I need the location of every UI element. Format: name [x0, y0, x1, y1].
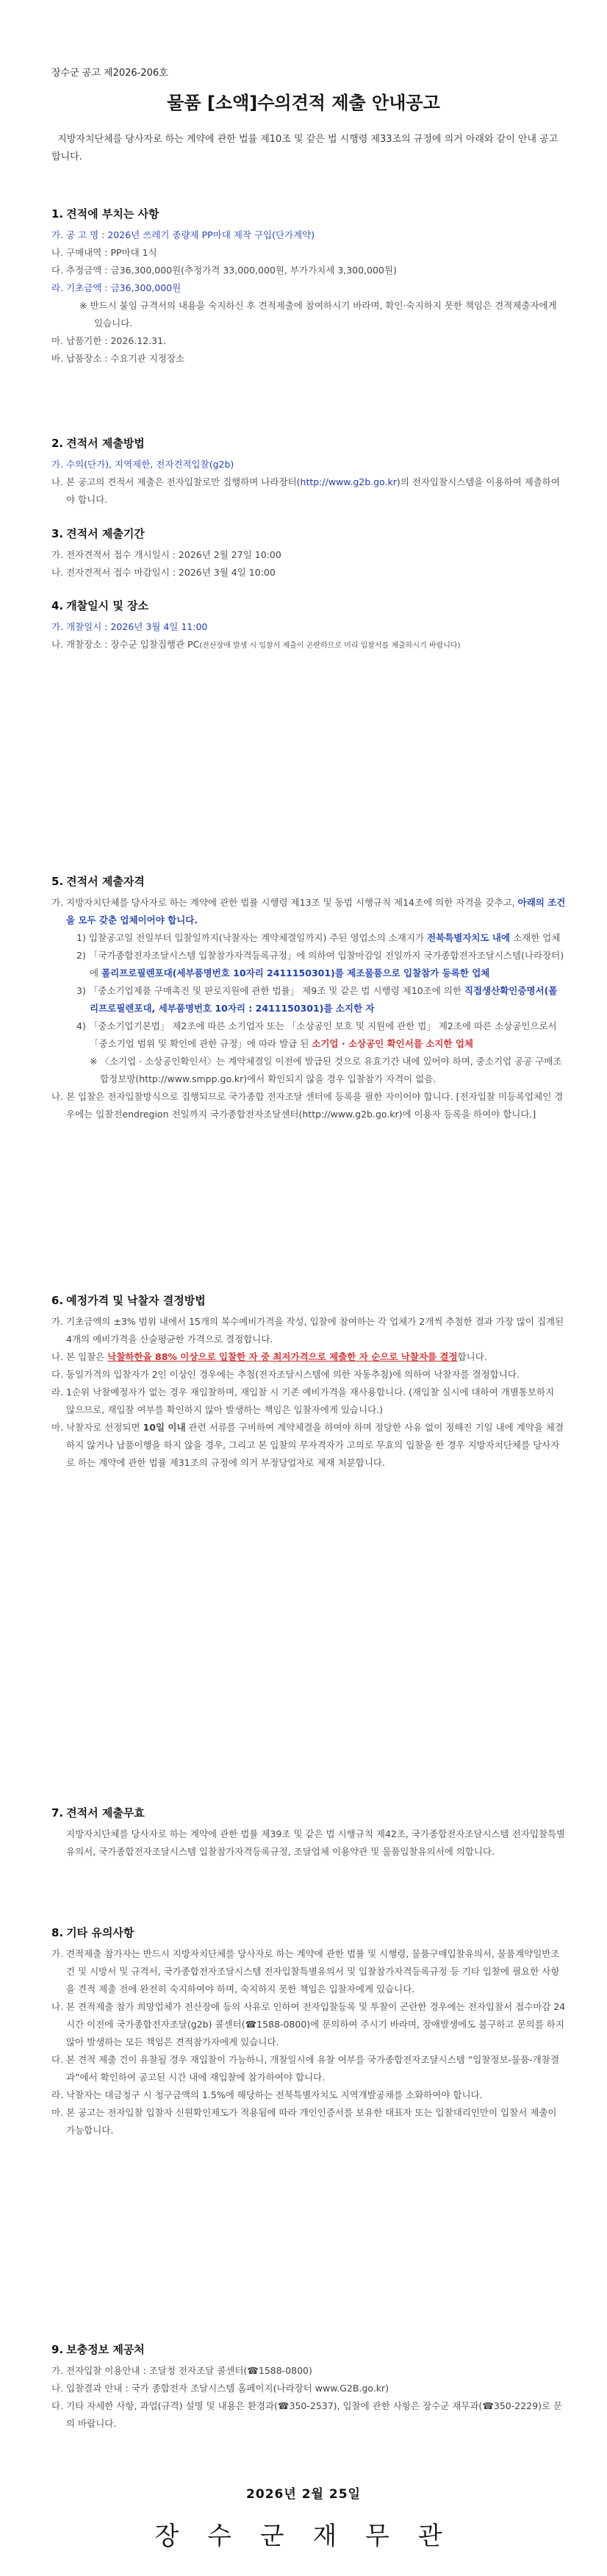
section-1	[51, 206, 566, 368]
item-key: 나.	[51, 639, 64, 650]
item-key: 가.	[51, 549, 64, 560]
item-key: 나.	[51, 476, 64, 487]
item-text: 기초금액의 ±3% 범위 내에서 15개의 복수예비가격을 작성, 입찰에 참여하는 각 업체가 2개씩 추첨한 결과 가장 많이 집계된 4개의 예비가격을 산술평균한 가격으로 결정합니다.	[66, 1316, 564, 1345]
item-text: 동일가격의 입찰자가 2인 이상인 경우에는 추첨(전자조달시스템에 의한 자동추첨)에 의하여 낙찰자를 결정합니다.	[66, 1369, 520, 1380]
item-text: 기초금액 : 금36,300,000원	[66, 282, 182, 293]
item-ga	[51, 226, 566, 244]
item-value: 2026년 쓰레기 종량제 PP마대 제작 구입(단가계약)	[107, 229, 315, 240]
item-ra	[51, 279, 566, 297]
item-ra	[51, 2086, 566, 2104]
item-na	[51, 1088, 566, 1123]
sub-item-1	[51, 929, 566, 947]
item-highlight: 낙찰하한율 88% 이상으로 입찰한 자 중 최저가격으로 제출한 자 순으로 낙찰자를 결정	[107, 1351, 458, 1362]
sub-item-4	[51, 1017, 566, 1053]
item-key: 다.	[51, 1369, 64, 1380]
item-text: 본 견적 제출 건이 유찰될 경우 재입찰이 가능하니, 개찰일시에 유찰 여부를 국가종합전자조달시스템 “입찰정보-물품-개찰결과”에서 확인하여 공고된 시간 내에 재입찰에 참가하여야 합니다.	[66, 2054, 559, 2083]
item-text: 개찰장소 : 장수군 입찰집행관 PC	[66, 639, 200, 650]
note-tail: )에서 확인되지 않을 경우 입찰참가 자격이 없음.	[243, 1073, 437, 1084]
item-key: 마.	[51, 335, 64, 346]
page-title: 물품 [소액]수의견적 제출 안내공고	[167, 93, 440, 113]
section-text: 지방자치단체를 당사자로 하는 계약에 관한 법률 제39조 및 같은 법 시행규칙 제42조, 국가종합전자조달시스템 전자입찰특별유의서, 국가종합전자조달시스템 입찰참가자격등록규정, 조달업체 이용약관 및 물품입찰유의서에 의합니다.	[66, 1828, 566, 1857]
item-key: 가.	[51, 1948, 64, 1959]
item-da	[51, 2051, 566, 2086]
notice-number: 장수군 공고 제2026-206호	[51, 68, 168, 79]
sub-key: 4)	[76, 1020, 86, 1031]
sub-highlight: 전북특별자치도 내에	[427, 932, 511, 943]
item-na	[51, 564, 566, 582]
sub-item-2	[51, 947, 566, 982]
section-title: 보충정보 제공처	[66, 2343, 145, 2356]
item-text: 본 입찰은 전자입찰방식으로 집행되므로 국가종합 전자조달 센터에 등록을 필한 자이어야 합니다. [전자입찰 미등록업체인 경우에는 입찰전endregion 전일까지 국가종합전자조달센터(http://www.g2b.go.kr)에 이용자 등록을 하여야 합니다.]	[66, 1091, 564, 1120]
item-key: 라.	[51, 1387, 64, 1398]
sub-highlight: 폴리프로필렌포대(세부품명번호 10자리 2411150301)를 제조물품으로 입찰참가 등록한 업체	[101, 967, 490, 978]
item-ma	[51, 1419, 566, 1472]
section-4	[51, 598, 566, 655]
item-key: 나.	[51, 247, 64, 258]
item-key: 라.	[51, 282, 64, 293]
section-number: 9.	[51, 2343, 64, 2356]
item-ma	[51, 332, 566, 350]
item-key: 나.	[51, 567, 64, 578]
sub-key: 2)	[76, 950, 86, 961]
section-heading	[51, 1292, 566, 1309]
section-heading	[51, 1925, 566, 1941]
item-na	[51, 636, 566, 655]
item-ga	[51, 456, 566, 473]
section-3	[51, 526, 566, 582]
sub-text: 「중소기업제품 구매촉진 및 판로지원에 관한 법률」 제9조 및 같은 법 시행령 제10조에 의한	[88, 985, 461, 996]
intro-paragraph	[51, 131, 566, 166]
section-number: 2.	[51, 437, 64, 450]
section-title: 예정가격 및 낙찰자 결정방법	[66, 1294, 206, 1307]
item-ga	[51, 894, 566, 929]
section-number: 7.	[51, 1806, 64, 1820]
item-ga	[51, 1945, 566, 1998]
section-number: 4.	[51, 599, 64, 612]
smpp-link[interactable]: http://www.smpp.go.kr	[139, 1073, 244, 1084]
section-5	[51, 873, 566, 1123]
item-text: 추정금액 : 금36,300,000원(추정가격 33,000,000원, 부가가치세 3,300,000원)	[66, 265, 397, 276]
item-ra	[51, 1384, 566, 1419]
item-tail: 합니다.	[457, 1351, 487, 1362]
item-key: 가.	[51, 459, 64, 470]
item-text: 입찰결과 안내 : 국가 종합전자 조달시스템 홈페이지(나라장터 www.G2B.go.kr)	[66, 2383, 389, 2394]
item-key: 바.	[51, 353, 64, 364]
item-highlight: 아래의 조건을 모두 갖춘 업체이어야 합니다.	[66, 897, 566, 926]
item-text: 본 견적제출 참가 희망업체가 전산장애 등의 사유로 인하여 전자입찰등록 및 투찰이 곤란한 경우에는 전자입찰서 접수마감 24시간 이전에 국가종합전자조달(g2b) 콜센터(☎1588-0800)에 문의하여 주시기 바라며, 장애발생에도 불구하고 문의를 하지 않아 발생하는 모든 책임은 견적참가자에게 있습니다.	[66, 2001, 566, 2047]
intro-text: 지방자치단체를 당사자로 하는 계약에 관한 법률 제10조 및 같은 법 시행령 제33조의 규정에 의거 아래와 같이 안내 공고합니다.	[51, 134, 558, 162]
item-da	[51, 2397, 566, 2433]
section-8	[51, 1925, 566, 2139]
section-number: 5.	[51, 875, 64, 888]
item-key: 나.	[51, 1351, 64, 1362]
sub-highlight: 소기업 · 소상공인 확인서를 소지한 업체	[312, 1038, 473, 1049]
item-key: 가.	[51, 897, 64, 908]
sub-text: 입찰공고일 전일부터 입찰일까지(낙찰자는 계약체결일까지) 주된 영업소의 소재지가	[88, 932, 425, 943]
item-text: 견적제출 참가자는 반드시 지방자치단체를 당사자로 하는 계약에 관한 법률 및 시행령, 물품구매입찰유의서, 물품계약일반조건 및 시방서 및 규격서, 국가종합전자조달시스템 전자입찰특별유의서 및 입찰참가자격등록규정 등 기타 입찰에 필요한 사항을 견적 제출 전에 완전히 숙지하여야 하며, 숙지하지 못한 책임은 입찰자에게 있습니다.	[66, 1948, 560, 1994]
sub-highlight: 직접생산확인증명서(폴리프로필렌포대, 세부품명번호 10자리 : 2411150301)를 소지한 자	[90, 985, 558, 1014]
section-heading	[51, 2341, 566, 2358]
section-7	[51, 1805, 566, 1861]
item-key: 가.	[51, 1316, 64, 1327]
note-text: ※ 〈소기업 · 소상공인확인서〉는 계약체결일 이전에 발급된 것으로 유효기간 내에 있어야 하며, 중소기업 공공 구매조합정보망(	[90, 1056, 562, 1084]
item-da	[51, 262, 566, 279]
sub-note	[51, 1053, 566, 1088]
g2b-link[interactable]: http://www.g2b.go.kr	[300, 476, 397, 487]
item-key: 가.	[51, 621, 64, 632]
item-text: 수의(단가), 지역제한, 전자견적입찰(g2b)	[66, 459, 234, 470]
item-key: 마.	[51, 2107, 64, 2118]
section-heading	[51, 526, 566, 542]
section-heading	[51, 873, 566, 890]
item-text-tail: )의 전자입찰시스템을 이용하여 제출하여야 합니다.	[66, 476, 560, 505]
section-title: 견적에 부치는 사항	[66, 207, 159, 221]
item-text: 납품장소 : 수요기관 지정장소	[66, 353, 185, 364]
item-text: 지방자치단체를 당사자로 하는 계약에 관한 법률 시행령 제13조 및 동법 시행규칙 제14조에 의한 자격을 갖추고,	[66, 897, 515, 908]
section-heading	[51, 206, 566, 222]
item-text: 전자입찰 이용안내 : 조달청 전자조달 콜센터(☎1588-0800)	[66, 2365, 312, 2376]
item-ga	[51, 2362, 566, 2380]
section-6	[51, 1292, 566, 1472]
item-ga	[51, 618, 566, 636]
item-na	[51, 473, 566, 509]
section-number: 1.	[51, 207, 64, 221]
item-na	[51, 244, 566, 262]
item-ga	[51, 546, 566, 564]
item-small-note: (전산장애 발생 시 입찰서 제출이 곤란하므로 미리 입찰서를 제출하시기 바랍니다)	[199, 642, 461, 650]
item-text: 낙찰자로 선정되면	[66, 1422, 140, 1433]
item-key: 다.	[51, 2054, 64, 2065]
section-number: 6.	[51, 1294, 64, 1307]
item-text: 구매내역 : PP마대 1식	[66, 247, 157, 258]
sub-tail: 소재한 업체	[513, 932, 561, 943]
item-text: 납품기한 : 2026.12.31.	[66, 335, 167, 346]
item-key: 마.	[51, 1422, 64, 1433]
item-text: 본 공고는 전자입찰 입찰자 신원확인제도가 적용됨에 따라 개인인증서를 보유한 대표자 또는 입찰대리인만이 입찰서 제출이 가능합니다.	[66, 2107, 557, 2136]
section-number: 3.	[51, 527, 64, 540]
item-text: 전자견적서 접수 개시일시 : 2026년 2월 27일 10:00	[66, 549, 281, 560]
item-text: 전자견적서 접수 마감일시 : 2026년 3월 4일 10:00	[66, 567, 276, 578]
item-text: 1순위 낙찰예정자가 없는 경우 재입찰하며, 재입찰 시 기존 예비가격을 재사용합니다. (재입찰 실시에 대하여 개별통보하지 않으므로, 재입찰 여부를 확인하지 않아 발생하는 책임은 입찰자에게 있습니다.)	[66, 1387, 555, 1415]
sub-item-3	[51, 982, 566, 1017]
sub-text: 「중소기업기본법」 제2조에 따른 소기업자 또는 「소상공인 보호 및 지원에 관한 법」 제2조에 따른 소상공인으로서 「중소기업 범위 및 확인에 관한 규정」에 따라 발급 된	[88, 1020, 557, 1049]
section-title: 견적서 제출무효	[66, 1806, 145, 1820]
item-na	[51, 2380, 566, 2397]
section-2	[51, 435, 566, 509]
section-title: 기타 유의사항	[66, 1926, 134, 1939]
sub-key: 1)	[76, 932, 86, 943]
section-title: 개찰일시 및 장소	[66, 599, 149, 612]
section-9	[51, 2341, 566, 2433]
item-da	[51, 1366, 566, 1384]
item-key: 나.	[51, 2001, 64, 2012]
item-na	[51, 1348, 566, 1366]
item-key: 다.	[51, 265, 64, 276]
item-bold: 10일 이내	[143, 1422, 186, 1433]
section-title: 견적서 제출방법	[66, 437, 145, 450]
item-key: 나.	[51, 1091, 64, 1102]
item-text: 개찰일시 : 2026년 3월 4일 11:00	[66, 621, 208, 632]
item-key: 가.	[51, 2365, 64, 2376]
section-number: 8.	[51, 1926, 64, 1939]
item-label: 공 고 명 :	[66, 229, 105, 240]
sub-text: 「국가종합전자조달시스템 입찰참가자격등록규정」에 의하여 입찰마감일 전일까지 국가종합전자조달시스템(나라장터)에	[88, 950, 564, 978]
item-key: 나.	[51, 2383, 64, 2394]
item-text: 본 공고의 견적서 제출은 전자입찰로만 집행하며 나라장터(	[66, 476, 301, 487]
section-heading	[51, 435, 566, 451]
item-text: 본 입찰은	[66, 1351, 105, 1362]
section-heading	[51, 1805, 566, 1821]
notice-date: 2026년 2월 25일	[246, 2487, 361, 2502]
note-text: ※ 반드시 붙임 규격서의 내용을 숙지하신 후 견적제출에 참여하시기 바라며, 확인·숙지하지 못한 책임은 견적제출자에게 있습니다.	[79, 300, 557, 329]
section-title: 견적서 제출기간	[66, 527, 145, 540]
item-ba	[51, 350, 566, 368]
item-tail: 관련 서류를 구비하여 계약체결을 하여야 하며 정당한 사유 없이 정해진 기일 내에 계약을 체결하지 않거나 납품이행을 하지 않을 경우, 그리고 본 입찰의 무자격자가 고의로 무효의 입찰을 한 경우 지방자치단체를 당사자로 하는 계약에 관한 법률 제31조의 규정에 의거 부정당업자로 제재 처분합니다.	[66, 1422, 564, 1468]
sub-key: 3)	[76, 985, 86, 996]
item-key: 다.	[51, 2400, 64, 2411]
item-ga	[51, 1313, 566, 1348]
item-text: 기타 자세한 사항, 과업(규격) 설명 및 내용은 환경과(☎350-2537), 입찰에 관한 사항은 장수군 재무과(☎350-2229)로 문의 바랍니다.	[66, 2400, 563, 2429]
item-key: 가.	[51, 229, 64, 240]
section-title: 견적서 제출자격	[66, 875, 145, 888]
item-key: 라.	[51, 2089, 64, 2100]
item-na	[51, 1998, 566, 2051]
issuer-signature: 장 수 군 재 무 관	[154, 2522, 453, 2551]
item-text: 낙찰자는 대금청구 시 청구금액의 1.5%에 해당하는 전북특별자치도 지역개발공채를 소화하여야 합니다.	[66, 2089, 483, 2100]
item-ma	[51, 2104, 566, 2139]
section-heading	[51, 598, 566, 614]
